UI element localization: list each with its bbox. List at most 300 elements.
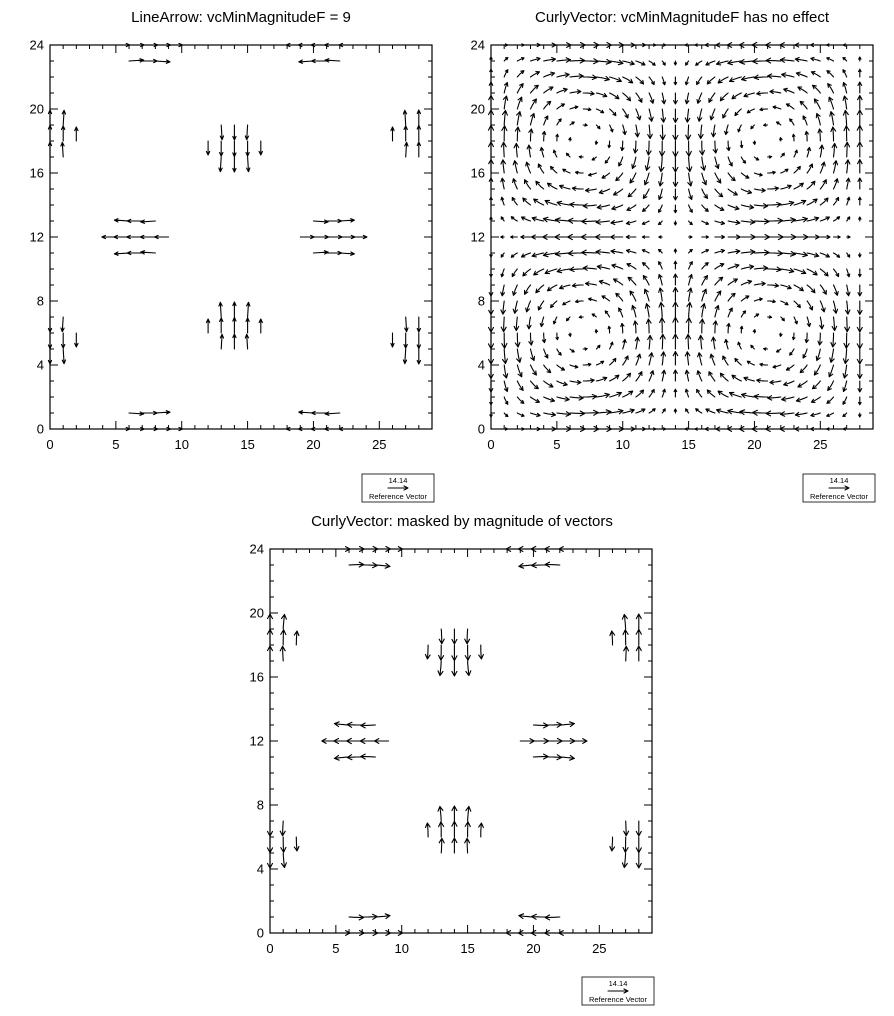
vector-arrow [404,126,407,141]
vector-arrow [544,397,555,402]
vector-arrow [503,96,507,109]
vector-arrow [754,219,769,224]
vector-arrow [687,157,692,172]
vector-arrow [268,821,273,836]
vector-arrow [740,141,742,148]
vector-arrow [742,393,755,397]
vector-arrow [572,284,583,288]
vector-arrow [452,821,457,837]
vector-arrow [702,289,707,301]
vector-arrow [531,72,540,77]
y-tick-label: 20 [29,101,44,117]
vector-arrow [599,280,609,285]
vector-arrow [689,250,693,254]
vector-arrow [623,339,627,349]
vector-arrow [820,301,825,312]
vector-arrow [533,754,548,759]
vector-arrow [747,361,754,365]
vector-arrow [794,235,808,240]
vector-arrow [796,397,807,402]
vector-arrow [233,157,236,172]
vector-arrow [538,301,544,310]
vector-arrow [48,349,51,364]
vector-arrow [820,269,828,276]
vector-arrow [61,317,64,332]
vector-arrow [794,285,803,291]
vector-arrow [375,739,389,744]
vector-arrow [619,308,623,317]
x-tick-label: 5 [553,437,561,452]
vector-arrow [233,334,236,349]
vector-arrow [645,304,649,317]
vector-arrow [814,99,820,109]
vector-arrow [599,189,609,194]
vector-arrow [715,291,721,301]
vector-arrow [517,84,523,93]
vector-arrow [517,365,522,377]
vector-arrow [611,221,623,225]
vector-arrow [489,142,494,157]
vector-arrow [557,365,565,370]
vector-arrow [417,333,420,349]
vector-arrow [426,823,431,837]
vector-arrow [813,85,821,93]
vector-arrow [570,58,585,63]
vector-arrow [531,365,537,375]
vector-arrow [583,92,594,96]
vector-arrow [830,112,834,125]
vector-arrow [417,142,420,157]
vector-arrow [715,249,725,253]
vector-arrow [452,629,457,644]
vector-arrow [807,285,815,293]
vector-arrow [780,43,794,48]
vector-arrow [140,235,155,238]
vector-arrow [596,361,603,365]
vector-arrow [312,411,327,414]
vector-arrow [754,75,767,79]
vector-arrow [489,317,494,332]
vector-arrow [757,92,768,96]
vector-arrow [536,181,544,189]
vector-arrow [626,235,636,238]
vector-arrow [548,285,557,291]
vector-arrow [800,101,807,109]
vector-arrow [592,314,596,317]
vector-arrow [642,236,649,238]
vector-arrow [660,318,665,333]
vector-arrow [391,127,394,141]
vector-arrow [728,189,737,195]
vector-arrow [662,77,665,85]
vector-arrow [623,427,635,431]
vector-arrow [281,630,286,645]
vector-arrow [504,413,508,417]
vector-arrow [735,109,741,116]
vector-arrow [75,127,78,141]
vector-arrow [807,147,811,157]
vector-arrow [545,562,560,567]
vector-arrow [62,126,65,141]
vector-arrow [636,372,642,381]
vector-arrow [659,189,663,200]
vector-arrow [697,93,702,103]
vector-arrow [529,333,533,345]
vector-arrow [858,285,862,296]
vector-arrow [503,365,507,378]
vector-arrow [834,217,840,221]
vector-arrow [596,220,610,225]
vector-arrow [662,409,665,413]
vector-arrow [636,629,641,645]
vector-arrow [532,914,547,919]
vector-arrow [710,354,715,365]
vector-arrow [649,77,654,85]
vector-arrow [723,109,728,118]
vector-arrow [643,189,649,198]
vector-arrow [816,114,820,126]
vector-arrow [661,352,665,365]
vector-arrow [312,59,327,62]
vector-arrow [818,333,822,345]
vector-arrow [717,409,729,413]
vector-arrow [597,265,609,269]
vector-arrow [502,333,507,348]
vector-arrow [636,427,646,430]
vector-arrow [753,330,755,333]
vector-arrow [753,141,755,144]
vector-arrow [534,199,544,205]
vector-arrow [299,411,314,414]
vector-arrow [686,141,691,156]
vector-arrow [48,110,51,125]
vector-arrow [636,646,641,661]
vector-arrow [531,85,539,93]
vector-arrow [697,77,702,85]
vector-arrow [155,235,169,238]
vector-arrow [659,173,663,186]
vector-arrow [511,236,518,238]
vector-arrow [465,645,470,660]
vector-arrow [803,116,807,125]
vector-arrow [715,277,723,285]
vector-arrow [511,217,517,221]
vector-arrow [794,183,803,189]
vector-arrow [621,141,624,151]
vector-arrow [768,267,782,271]
vector-arrow [846,301,850,314]
vector-arrow [630,291,636,301]
vector-arrow [349,915,364,920]
y-tick-label: 8 [36,293,44,309]
vector-arrow [570,411,585,416]
vector-arrow [685,389,688,397]
vector-arrow [673,109,678,123]
vector-arrow [340,219,355,222]
vector-arrow [551,166,557,173]
vector-arrow [62,333,65,348]
vector-arrow [544,349,548,358]
vector-arrow [347,755,362,760]
vector-arrow [685,44,689,46]
vector-arrow [489,365,494,379]
vector-arrow [807,217,819,221]
vector-arrow [610,60,623,64]
vector-arrow [643,263,650,269]
vector-arrow [517,58,524,62]
vector-arrow [832,317,837,331]
vector-arrow [674,409,676,413]
vector-arrow [662,93,666,104]
vector-arrow [517,44,524,46]
x-tick-label: 15 [681,437,696,452]
vector-arrow [504,428,507,430]
vector-arrow [404,333,407,348]
vector-arrow [807,164,813,173]
vector-arrow [583,363,591,366]
vector-arrow [659,157,664,172]
vector-arrow [452,806,457,821]
vector-arrow [583,204,596,208]
vector-arrow [583,348,587,350]
vector-arrow [141,220,156,223]
reference-vector-value: 14.14 [829,476,849,485]
vector-arrow [754,298,762,301]
vector-arrow [391,333,394,347]
vector-arrow [48,142,51,157]
vector-arrow [702,221,709,225]
vector-arrow [715,157,719,169]
vector-arrow [777,349,781,352]
vector-arrow [531,43,541,46]
vector-arrow [805,131,808,141]
vector-arrow [738,125,742,132]
vector-arrow [674,261,677,269]
vector-arrow [820,317,824,329]
vector-arrow [660,141,665,156]
vector-arrow [504,44,507,46]
vector-arrow [781,185,791,189]
vector-arrow [339,427,353,430]
vector-arrow [581,235,596,240]
vector-arrow [452,661,457,676]
y-tick-label: 0 [256,925,264,941]
vector-arrow [859,69,862,77]
vector-arrow [572,187,583,191]
vector-arrow [649,109,653,121]
vector-arrow [659,288,663,301]
vector-arrow [816,349,820,361]
vector-arrow [697,389,702,397]
y-tick-label: 0 [36,421,44,437]
vector-arrow [490,217,492,221]
vector-arrow [760,363,768,366]
vector-arrow [781,301,788,305]
vector-panel-lineArrow [30,9,434,502]
vector-arrow [634,141,638,153]
vector-arrow [699,335,704,349]
vector-arrow [846,178,850,189]
vector-arrow [560,185,570,189]
x-tick-label: 20 [306,437,321,452]
vector-arrow [674,221,676,225]
vector-arrow [768,300,776,303]
vector-arrow [544,116,548,125]
vector-arrow [417,349,420,364]
vector-arrow [589,173,597,176]
vector-arrow [61,142,64,157]
vector-arrow [294,631,299,645]
vector-arrow [647,141,652,155]
vector-arrow [596,109,603,113]
vector-arrow [645,157,649,170]
vector-arrow [605,311,609,317]
vector-arrow [403,349,406,364]
vector-arrow [796,72,807,77]
vector-arrow [569,333,571,336]
y-tick-label: 24 [29,37,44,53]
vector-arrow [523,269,531,276]
panel-title: CurlyVector: masked by magnitude of vectors [311,513,613,530]
vector-arrow [859,57,861,61]
vector-arrow [634,321,638,333]
vector-arrow [728,221,740,225]
vector-arrow [794,317,797,324]
vector-arrow [685,428,689,430]
vector-arrow [685,370,689,381]
vector-arrow [807,269,817,275]
vector-arrow [531,114,535,126]
vector-arrow [751,125,755,129]
vector-arrow [570,74,583,78]
vector-arrow [567,317,571,321]
vector-arrow [610,358,616,365]
vector-arrow [439,629,444,644]
vector-arrow [542,131,545,141]
x-tick-label: 15 [240,437,255,452]
vector-arrow [857,349,862,364]
vector-arrow [636,390,644,397]
vector-arrow [858,301,863,315]
vector-arrow [220,125,223,140]
vector-arrow [596,76,609,80]
vector-arrow [501,253,504,257]
vector-arrow [843,110,848,125]
vector-arrow [723,356,728,365]
vector-arrow [563,301,570,305]
vector-arrow [267,837,272,853]
vector-arrow [635,125,639,137]
vector-arrow [557,349,561,355]
vector-arrow [732,375,741,381]
vector-arrow [807,181,815,189]
vector-arrow [642,221,649,225]
vector-layer [488,42,862,431]
vector-arrow [501,142,506,157]
vector-arrow [715,221,725,225]
y-tick-label: 12 [470,229,485,245]
vector-arrow [570,365,578,368]
vector-arrow [857,110,862,125]
vector-arrow [764,348,768,350]
vector-arrow [489,381,493,392]
vector-arrow [340,252,355,255]
vector-arrow [834,179,839,189]
vector-arrow [698,109,702,121]
vector-arrow [753,59,768,64]
vector-arrow [768,284,779,288]
vector-arrow [715,205,724,210]
vector-arrow [155,60,170,63]
x-tick-label: 25 [592,941,607,956]
vector-arrow [532,217,544,221]
vector-arrow [741,265,753,269]
vector-arrow [794,269,806,274]
vector-arrow [847,217,850,221]
vector-arrow [583,108,591,111]
vector-arrow [299,60,314,63]
vector-arrow [754,266,767,270]
vector-arrow [465,838,470,853]
vector-arrow [674,93,678,104]
vector-arrow [627,264,636,269]
vector-arrow [807,253,819,257]
vector-arrow [716,427,728,431]
vector-arrow [579,156,583,158]
vector-arrow [712,337,716,349]
vector-arrow [632,157,636,169]
vector-arrow [489,349,494,364]
vector-arrow [710,109,715,120]
vector-arrow [517,381,523,390]
vector-arrow [662,370,666,381]
vector-arrow [259,141,262,155]
vector-arrow [728,293,735,301]
vector-arrow [728,173,735,181]
vector-arrow [553,317,557,324]
vector-arrow [532,235,544,239]
vector-arrow [517,397,524,403]
vector-arrow [610,631,615,645]
vector-arrow [780,412,794,417]
vector-arrow [858,381,862,392]
vector-arrow [512,269,517,277]
vector-arrow [695,428,702,430]
vector-arrow [627,205,636,210]
vector-arrow [583,266,596,270]
vector-arrow [699,125,704,139]
vector-arrow [517,349,522,362]
vector-arrow [325,59,340,62]
vector-arrow [705,427,715,430]
vector-arrow [715,173,721,183]
vector-arrow [685,93,689,104]
vector-arrow [439,822,444,837]
vector-arrow [858,365,863,379]
vector-arrow [405,317,408,332]
vector-arrow [820,198,828,205]
axis-layer [471,38,873,453]
reference-vector-annotation [582,977,654,1005]
vector-arrow [611,235,623,239]
vector-arrow [534,269,544,275]
vector-arrow [857,333,862,349]
vector-arrow [713,141,717,153]
vector-arrow [169,43,183,46]
vector-arrow [830,349,834,362]
vector-arrow [820,217,829,221]
vector-arrow [727,323,730,333]
